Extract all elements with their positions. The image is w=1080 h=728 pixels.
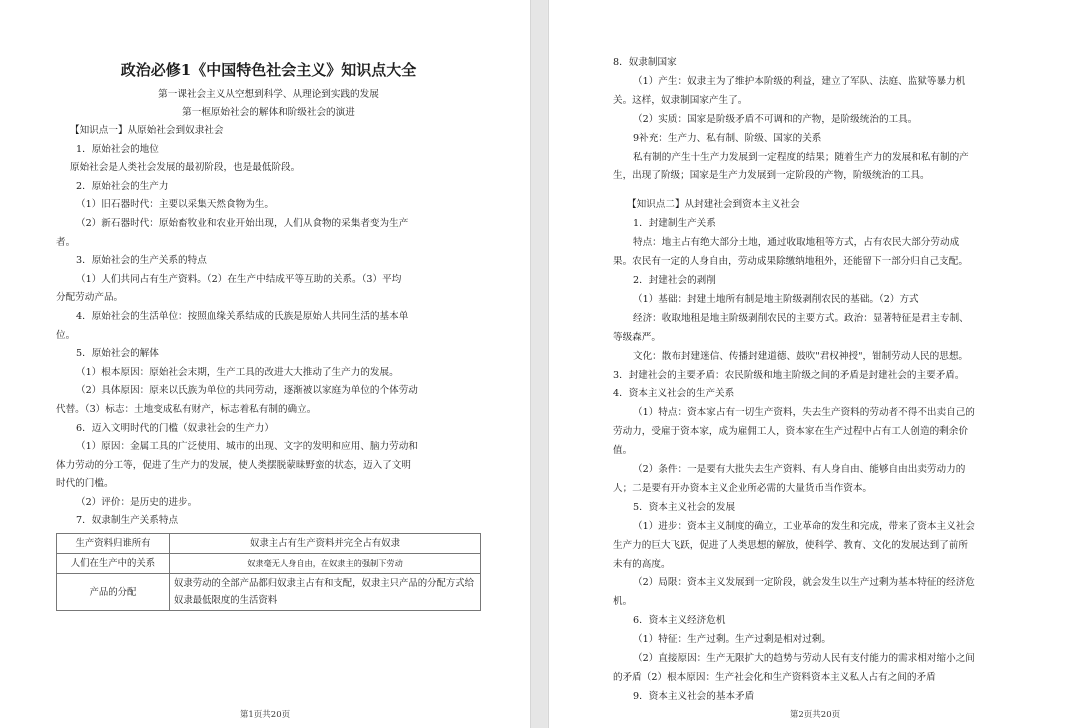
table-row: [57, 574, 481, 611]
text-line: 分配劳动产品。: [56, 292, 124, 304]
text-line: （1）特点：资本家占有一切生产资料，失去生产资料的劳动者不得不出卖自己的: [633, 407, 975, 419]
text-line: （2）具体原因：原来以氏族为单位的共同劳动，逐渐被以家庭为单位的个体劳动: [76, 385, 418, 397]
document-page-1: [0, 0, 531, 728]
text-line: 劳动力，受雇于资本家，成为雇佣工人，资本家在生产过程中占有工人创造的剩余价: [613, 426, 968, 438]
document-page-2: [548, 0, 1080, 728]
text-line: （2）新石器时代：原始畜牧业和农业开始出现，人们从食物的采集者变为生产: [76, 217, 409, 229]
text-line: 经济：收取地租是地主阶级剥削农民的主要方式。政治：显著特征是君主专制、: [633, 312, 969, 324]
text-line: 7．奴隶制生产关系特点: [76, 515, 179, 527]
table-row: [57, 534, 481, 554]
table-cell: 产品的分配: [57, 574, 170, 611]
text-line: （2）局限：资本主义发展到一定阶段，就会发生以生产过剩为基本特征的经济危: [633, 577, 975, 589]
text-line: 时代的门槛。: [56, 478, 114, 490]
text-line: 生，出现了阶级；国家是生产力发展到一定阶段的产物，阶级统治的工具。: [613, 170, 930, 182]
text-line: 3．原始社会的生产关系的特点: [76, 255, 207, 267]
text-line: 人；二是要有开办资本主义企业所必需的大量货币当作资本。: [613, 482, 873, 494]
text-line: 2．封建社会的剥削: [633, 274, 716, 286]
text-line: （1）根本原因：原始社会末期，生产工具的改进大大推动了生产力的发展。: [76, 366, 399, 378]
text-line: （1）进步：资本主义制度的确立，工业革命的发生和完成，带来了资本主义社会: [633, 520, 975, 532]
text-line: 6．资本主义经济危机: [633, 615, 726, 627]
text-line: 体力劳动的分工等，促进了生产力的发展，使人类摆脱蒙昧野蛮的状态，迈入了文明: [56, 459, 411, 471]
table-cell: 奴隶毫无人身自由，在奴隶主的强制下劳动: [170, 554, 481, 574]
text-line: 值。: [613, 445, 633, 457]
lesson-heading: 第一课社会主义从空想到科学、从理论到实践的发展: [158, 89, 379, 100]
text-line: 4．原始社会的生活单位：按照血缘关系结成的氏族是原始人共同生活的基本单: [76, 310, 409, 322]
text-line: （2）条件：一是要有大批失去生产资料、有人身自由、能够自由出卖劳动力的: [633, 464, 966, 476]
spacer: [613, 186, 1023, 196]
document-title: 政治必修1《中国特色社会主义》知识点大全: [120, 61, 417, 79]
text-line: 生产力的巨大飞跃，促进了人类思想的解放，使科学、教育、文化的发展达到了前所: [613, 539, 968, 551]
page-gutter: [531, 0, 547, 728]
text-line: 私有制的产生十生产力发展到一定程度的结果；随着生产力的发展和私有制的产: [633, 151, 969, 163]
text-line: 等级森严。: [613, 331, 661, 343]
text-line: 者。: [56, 236, 76, 248]
text-line: （1）人们共同占有生产资料。（2）在生产中结成平等互助的关系。（3）平均: [76, 273, 402, 285]
text-line: 原始社会是人类社会发展的最初阶段，也是最低阶段。: [70, 162, 301, 174]
table-cell: 生产资料归谁所有: [57, 534, 170, 554]
text-line: 文化：散布封建迷信、传播封建道德、鼓吹"君权神授"，钳制劳动人民的思想。: [633, 350, 969, 362]
page-number: 第1页共20页: [239, 710, 291, 720]
text-line: 5．资本主义社会的发展: [633, 501, 736, 513]
text-line: 3．封建社会的主要矛盾：农民阶级和地主阶级之间的矛盾是封建社会的主要矛盾。: [613, 369, 965, 381]
text-line: （2）直接原因：生产无限扩大的趋势与劳动人民有支付能力的需求相对缩小之间: [633, 653, 975, 665]
knowledge-point-heading: 【知识点一】从原始社会到奴隶社会: [70, 125, 224, 136]
knowledge-point-heading: 【知识点二】从封建社会到资本主义社会: [627, 199, 800, 211]
text-line: 关。这样，奴隶制国家产生了。: [613, 94, 748, 106]
text-line: 位。: [56, 329, 76, 341]
text-line: （1）原因：金属工具的广泛使用、城市的出现、文字的发明和应用、脑力劳动和: [76, 441, 418, 453]
text-line: 果。农民有一定的人身自由，劳动成果除缴纳地租外，还能留下一部分归自己支配。: [613, 256, 968, 268]
table-row: [57, 554, 481, 574]
text-line: （2）评价：是历史的进步。: [76, 496, 198, 508]
text-line: 的矛盾（2）根本原因：生产社会化和生产资料资本主义私人占有之间的矛盾: [613, 672, 936, 683]
text-line: 8．奴隶制国家: [613, 57, 677, 68]
slavery-relations-table: [56, 533, 481, 611]
text-line: 6．迈入文明时代的门槛（奴隶社会的生产力）: [76, 422, 274, 434]
text-line: 2．原始社会的生产力: [76, 180, 169, 192]
page-number: 第2页共20页: [789, 710, 841, 720]
text-line: 未有的高度。: [613, 558, 671, 570]
text-line: 代替。（3）标志：土地变成私有财产，标志着私有制的确立。: [56, 403, 317, 415]
text-line: （1）特征：生产过剩。生产过剩是相对过剩。: [633, 634, 831, 646]
table-cell: 奴隶劳动的全部产品都归奴隶主占有和支配，奴隶主只产品的分配方式给奴隶最低限度的生活资料: [170, 574, 481, 611]
text-line: 9补充：生产力、私有制、阶级、国家的关系: [633, 132, 822, 144]
table-cell: 人们在生产中的关系: [57, 554, 170, 574]
section-heading: 第一框原始社会的解体和阶级社会的演进: [182, 107, 355, 118]
text-line: 4．资本主义社会的生产关系: [613, 388, 735, 400]
page-1-content: [56, 56, 481, 611]
text-line: 9．资本主义社会的基本矛盾: [633, 690, 755, 702]
text-line: （2）实质：国家是阶级矛盾不可调和的产物，是阶级统治的工具。: [633, 113, 918, 125]
page-2-content: [613, 54, 1023, 707]
text-line: 机。: [613, 596, 633, 608]
text-line: 特点：地主占有绝大部分土地，通过收取地租等方式，占有农民大部分劳动成: [633, 237, 960, 249]
text-line: （1）旧石器时代：主要以采集天然食物为生。: [76, 199, 274, 211]
text-line: 5．原始社会的解体: [76, 348, 159, 360]
text-line: 1．封建制生产关系: [633, 218, 716, 230]
table-cell: 奴隶主占有生产资料并完全占有奴隶: [170, 534, 481, 554]
text-line: 1．原始社会的地位: [76, 143, 159, 155]
text-line: （1）产生：奴隶主为了维护本阶级的利益，建立了军队、法庭、监狱等暴力机: [633, 75, 966, 87]
text-line: （1）基础：封建土地所有制是地主阶级剥削农民的基础。（2）方式: [633, 293, 919, 305]
